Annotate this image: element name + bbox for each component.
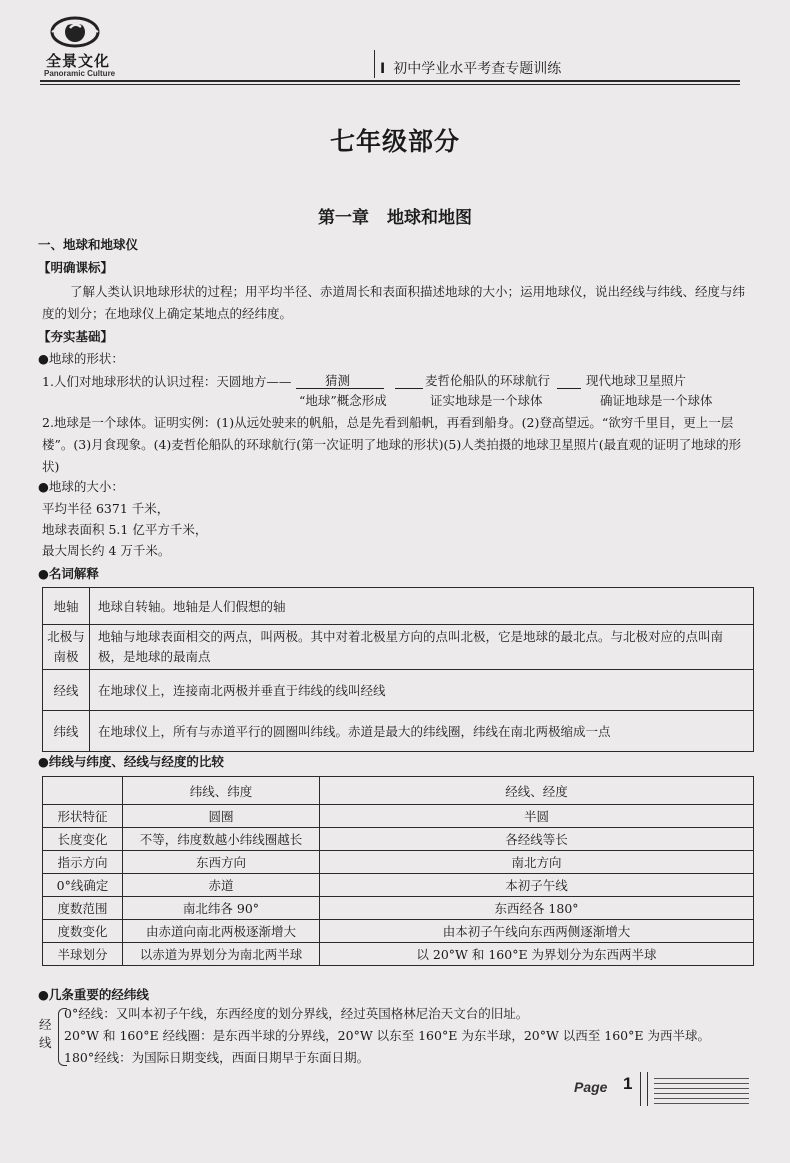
row-label: 0°线确定 xyxy=(43,874,123,897)
table-row xyxy=(43,670,754,711)
page-word: Page xyxy=(574,1079,608,1095)
term-key: 经线 xyxy=(43,670,90,711)
shape-heading: ●地球的形状： xyxy=(38,351,124,366)
standard-text: 了解人类认识地球形状的过程；用平均半径、赤道周长和表面积描述地球的大小；运用地球仪，说出经线与纬线、经度与纬度的划分；在地球仪上确定某地点的经纬度。 xyxy=(42,284,746,321)
shape-item-2: 2.地球是一个球体。证明实例：(1)从远处驶来的帆船，总是先看到船帆，再看到船身。(2)登高望远。“欲穷千里目，更上一层楼”。(3)月食现象。(4)麦哲伦船队的环球航行(第一次证明了地球的形状)(5)人类拍摄的地球卫星照片(最直观的证明了地球的形状) xyxy=(42,415,742,474)
logo-chinese-text: 全景文化 xyxy=(46,52,111,70)
terms-table xyxy=(42,587,754,752)
row-label: 形状特征 xyxy=(43,805,123,828)
size-circumference: 最大周长约 4 万千米。 xyxy=(42,543,171,558)
standard-label: 【明确课标】 xyxy=(38,260,114,275)
lat-cell: 圆圈 xyxy=(123,805,320,828)
row-label: 度数变化 xyxy=(43,920,123,943)
row-label: 指示方向 xyxy=(43,851,123,874)
important-line: 20°W 和 160°E 经线圈：是东西半球的分界线，20°W 以东至 160°E 为东半球，20°W 以西至 160°E 为西半球。 xyxy=(64,1028,710,1043)
table-row xyxy=(43,828,754,851)
footer-line xyxy=(654,1083,749,1084)
footer-line xyxy=(654,1093,749,1094)
term-value: 地球自转轴。地轴是人们假想的轴 xyxy=(90,588,754,625)
footer-line xyxy=(654,1098,749,1099)
page-header xyxy=(0,0,790,80)
lon-cell: 东西经各 180° xyxy=(320,897,754,920)
series-title xyxy=(380,58,561,78)
size-heading: ●地球的大小： xyxy=(38,479,124,494)
lon-cell: 以 20°W 和 160°E 为界划分为东西两半球 xyxy=(320,943,754,966)
important-line: 180°经线：为国际日期变线，西面日期早于东面日期。 xyxy=(64,1050,370,1065)
shape-item-1: 1.人们对地球形状的认识过程：天圆地方—— xyxy=(42,374,292,389)
table-row xyxy=(43,625,754,670)
lon-cell: 本初子午线 xyxy=(320,874,754,897)
chapter-title xyxy=(0,203,790,228)
shape-guess: 猜测 xyxy=(325,373,351,388)
table-row xyxy=(43,943,754,966)
series-title-text: 初中学业水平考查专题训练 xyxy=(393,61,562,77)
terms-heading: ●名词解释 xyxy=(38,566,99,581)
term-value: 地轴与地球表面相交的两点，叫两极。其中对着北极星方向的点叫北极，它是地球的最北点。与北极对应的点叫南极，是地球的最南点 xyxy=(90,625,754,670)
term-key: 纬线 xyxy=(43,711,90,752)
shape-magellan: 麦哲伦船队的环球航行 xyxy=(425,373,551,388)
lat-cell: 赤道 xyxy=(123,874,320,897)
table-row xyxy=(43,805,754,828)
basics-label: 【夯实基础】 xyxy=(38,329,114,344)
important-heading: ●几条重要的经纬线 xyxy=(38,987,149,1002)
eye-logo-icon xyxy=(50,14,100,50)
logo-english-text: Panoramic Culture xyxy=(44,69,116,78)
chapter-name: 地球和地图 xyxy=(386,208,472,228)
lat-cell: 由赤道向南北两极逐渐增大 xyxy=(123,920,320,943)
table-row xyxy=(43,897,754,920)
lat-cell: 东西方向 xyxy=(123,851,320,874)
footer-line xyxy=(654,1088,749,1089)
page-number: 1 xyxy=(623,1074,633,1093)
publisher-logo xyxy=(30,14,120,78)
table-row xyxy=(43,920,754,943)
footer-line xyxy=(654,1103,749,1104)
header-divider xyxy=(374,50,375,78)
compare-heading: ●纬线与纬度、经线与经度的比较 xyxy=(38,754,224,769)
brace-label: 经线 xyxy=(39,1017,52,1050)
arrow-line-2 xyxy=(395,388,423,389)
lon-cell: 南北方向 xyxy=(320,851,754,874)
row-label: 长度变化 xyxy=(43,828,123,851)
footer-bar xyxy=(640,1072,648,1106)
header-cell: 纬线、纬度 xyxy=(123,777,320,805)
compare-table xyxy=(42,776,754,966)
term-key: 北极与南极 xyxy=(43,625,90,670)
lon-cell: 半圆 xyxy=(320,805,754,828)
footer-line xyxy=(654,1078,749,1079)
arrow-line-1 xyxy=(296,388,384,389)
lat-cell: 南北纬各 90° xyxy=(123,897,320,920)
shape-concept: “地球”概念形成 xyxy=(299,393,387,408)
section-heading: 一、地球和地球仪 xyxy=(38,237,139,252)
term-key: 地轴 xyxy=(43,588,90,625)
series-mark: I xyxy=(380,61,386,77)
term-value: 在地球仪上，连接南北两极并垂直于纬线的线叫经线 xyxy=(90,670,754,711)
header-rule xyxy=(40,80,740,82)
chapter-number: 第一章 xyxy=(318,208,370,228)
shape-proof: 证实地球是一个球体 xyxy=(430,393,543,408)
header-cell: 经线、经度 xyxy=(320,777,754,805)
lon-cell: 各经线等长 xyxy=(320,828,754,851)
shape-confirm: 确证地球是一个球体 xyxy=(600,393,713,408)
lon-cell: 由本初子午线向东西两侧逐渐增大 xyxy=(320,920,754,943)
important-line: 0°经线：又叫本初子午线，东西经度的划分界线，经过英国格林尼治天文台的旧址。 xyxy=(64,1006,529,1021)
term-value: 在地球仪上，所有与赤道平行的圆圈叫纬线。赤道是最大的纬线圈，纬线在南北两极缩成一点 xyxy=(90,711,754,752)
arrow-line-3 xyxy=(557,388,581,389)
table-row xyxy=(43,851,754,874)
lat-cell: 以赤道为界划分为南北两半球 xyxy=(123,943,320,966)
size-radius: 平均半径 6371 千米， xyxy=(42,501,170,516)
lat-cell: 不等，纬度数越小纬线圈越长 xyxy=(123,828,320,851)
table-header-row xyxy=(43,777,754,805)
table-row xyxy=(43,711,754,752)
header-rule-thin xyxy=(40,84,740,85)
row-label: 度数范围 xyxy=(43,897,123,920)
table-row xyxy=(43,874,754,897)
table-row xyxy=(43,588,754,625)
row-label: 半球划分 xyxy=(43,943,123,966)
page-title: 七年级部分 xyxy=(329,127,460,156)
shape-satellite: 现代地球卫星照片 xyxy=(586,373,687,388)
size-area: 地球表面积 5.1 亿平方千米， xyxy=(42,522,208,537)
header-cell xyxy=(43,777,123,805)
